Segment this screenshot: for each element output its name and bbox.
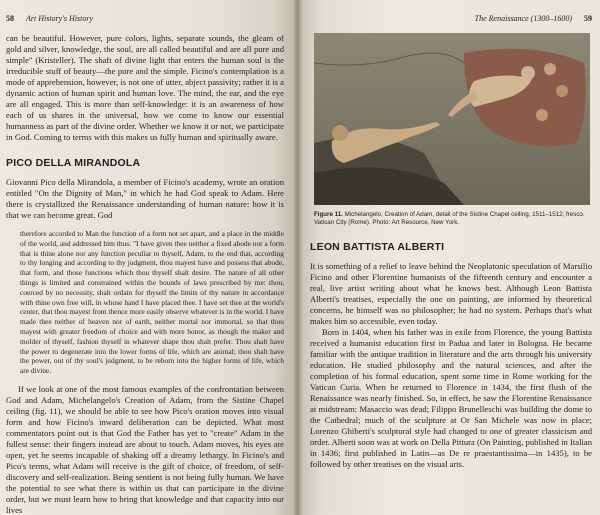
fresco-illustration bbox=[314, 33, 590, 205]
adam-head bbox=[332, 125, 348, 141]
book-gutter bbox=[293, 0, 303, 515]
left-page-number: 58 bbox=[6, 14, 14, 23]
left-intro-paragraph: can be beautiful. However, pure colors, lights, separate sounds, the gleam of gold and silver, knowledge, the soul, are all called beautiful and are all pure and simple" (Kristeller). The shaft of divine light that enters the human soul is the irreducible stuff of beauty—the pure and the simple. Ficino's contemplation is a mode of apprehension, however, is not one of utter, abject passivity; rather it is a dynamic action of human spirit and human love. The mind, the ear, and the eye are all engaged. This is more than self-knowledge: it is an awareness of how each of us shares in the universal, how we come to know our essential humanness as part of the divine order. Whether we know it or not, we participate in God. Coming to terms with this makes us fully human and spiritually aware. bbox=[6, 33, 284, 142]
left-book-title: Art History's History bbox=[26, 14, 94, 23]
god-head bbox=[521, 66, 535, 80]
figure-caption bbox=[314, 211, 592, 227]
alberti-paragraph-2: Born in 1404, when his father was in exile from Florence, the young Battista received a humanist education first in Padua and later in Bologna. He became familiar with the antique tradition in literature and the arts through his university education. He studied philosophy and the natural sciences, and after the completion of his formal education, spent some time in Rome working for the Vatican Curia. When he returned to Florence in 1434, the first flush of the Renaissance was nearly finished. So, in effect, he saw the Florentine Renaissance at midstream: Masaccio was dead; Filippo Brunelleschi was building the dome to the Cathedral; much of the sculpture at Or San Michele was now in place; Lorenzo Ghiberti's sculptural style had changed to one of greater classicism and order. Alberti soon was at work on Della Pittura (On Painting, published in Italian in 1436; first published in Latin—as De re praestantissima—in 1435), to be followed by other treatises on the visual arts. bbox=[310, 327, 592, 470]
pico-paragraph: Giovanni Pico della Mirandola, a member of Ficino's academy, wrote an oration entitled "On the Dignity of Man," in which he had God speak to Adam. Here there is crystallized the Renaissance understanding of human nature: how it is that we can become great. God bbox=[6, 177, 284, 220]
pico-heading: PICO DELLA MIRANDOLA bbox=[6, 157, 141, 169]
figure-caption-text: Michelangelo, Creation of Adam, detail of the Sistine Chapel ceiling, 1511–1512; fresco. Vatican City (Rome). Photo: Art Resource, New York. bbox=[314, 211, 585, 227]
alberti-heading: LEON BATTISTA ALBERTI bbox=[310, 241, 445, 254]
angel-head bbox=[556, 85, 568, 97]
alberti-paragraph-1: It is something of a relief to leave behind the Neoplatonic speculation of Marsilio Ficino and other Florentine humanists of the fifteenth century and encounter a real, live artist writing about what he knows best. Although Leon Battista Alberti's treatises, especially the one on painting, are informed by theoretical concerns, he himself was no philosopher; he had no system. Perhaps that's what makes him so accessible, even today. bbox=[310, 261, 592, 327]
angel-head bbox=[536, 109, 548, 121]
left-running-head bbox=[6, 14, 284, 23]
right-chapter-title: The Renaissance (1300–1600) bbox=[474, 14, 572, 23]
right-page-number: 59 bbox=[584, 14, 592, 23]
creation-of-adam-figure bbox=[314, 33, 590, 205]
right-page bbox=[298, 0, 600, 515]
angel-head bbox=[544, 63, 556, 75]
creation-paragraph: If we look at one of the most famous examples of the confrontation between God and Adam, Michelangelo's Creation of Adam, from the Sistine Chapel ceiling (fig. 11), we should be able to see how Pico's oration moves into visual form and how Ficino's inward deliberation can be depicted. What most commentators point out is that God the Father has yet to "create" Adam in the fullest sense: their fingers instead are about to touch. Adam moves, his eyes are open, yet he seems incapable of shaking off a dreamy lethargy. In Ficino's and Pico's terms, what Adam will receive is the gift of choice, of freedom, of self-discovery and self-realization. Being sentient is not being fully human. We have the potential to see what there is within us that can participate in the divine order, but we must learn how to bring that knowledge and that capacity into our lives bbox=[6, 383, 284, 515]
block-quote-text: therefore accorded to Man the function of a form not set apart, and a place in the middle of the world, and addressed him thus: "I have given thee neither a fixed abode nor a form that is thine alone nor any function peculiar to thyself, Adam, to the end that, according to thy longing and according to thy judgment, thou mayest have and possess that abode, that form, and those functions which thou thyself shalt desire. The nature of all other things is limited and constrained within the bounds of laws prescribed by me: thou, coerced by no necessity, shalt ordain for thyself the limits of thy nature in accordance with thine own free will, in whose hand I have placed thee. I have set thee at the world's center, that thou mayest from thence more easily observe whatever is in the world. I have made thee neither of heaven nor of earth, neither mortal nor immortal, so that thou mayest with greater freedom of choice and with more honor, as though the maker and molder of thyself, fashion thyself in whatever shape thou shalt prefer. Thou shalt have the power to degenerate into the lower forms of life, which are animal; thou shalt have the power, out of thy soul's judgment, to be reborn into the higher forms of life, which are divine. bbox=[20, 229, 284, 376]
pico-block-quote bbox=[20, 229, 284, 376]
left-page bbox=[0, 0, 298, 515]
right-running-head bbox=[310, 14, 592, 23]
figure-caption-label: Figure 11. bbox=[314, 211, 343, 218]
